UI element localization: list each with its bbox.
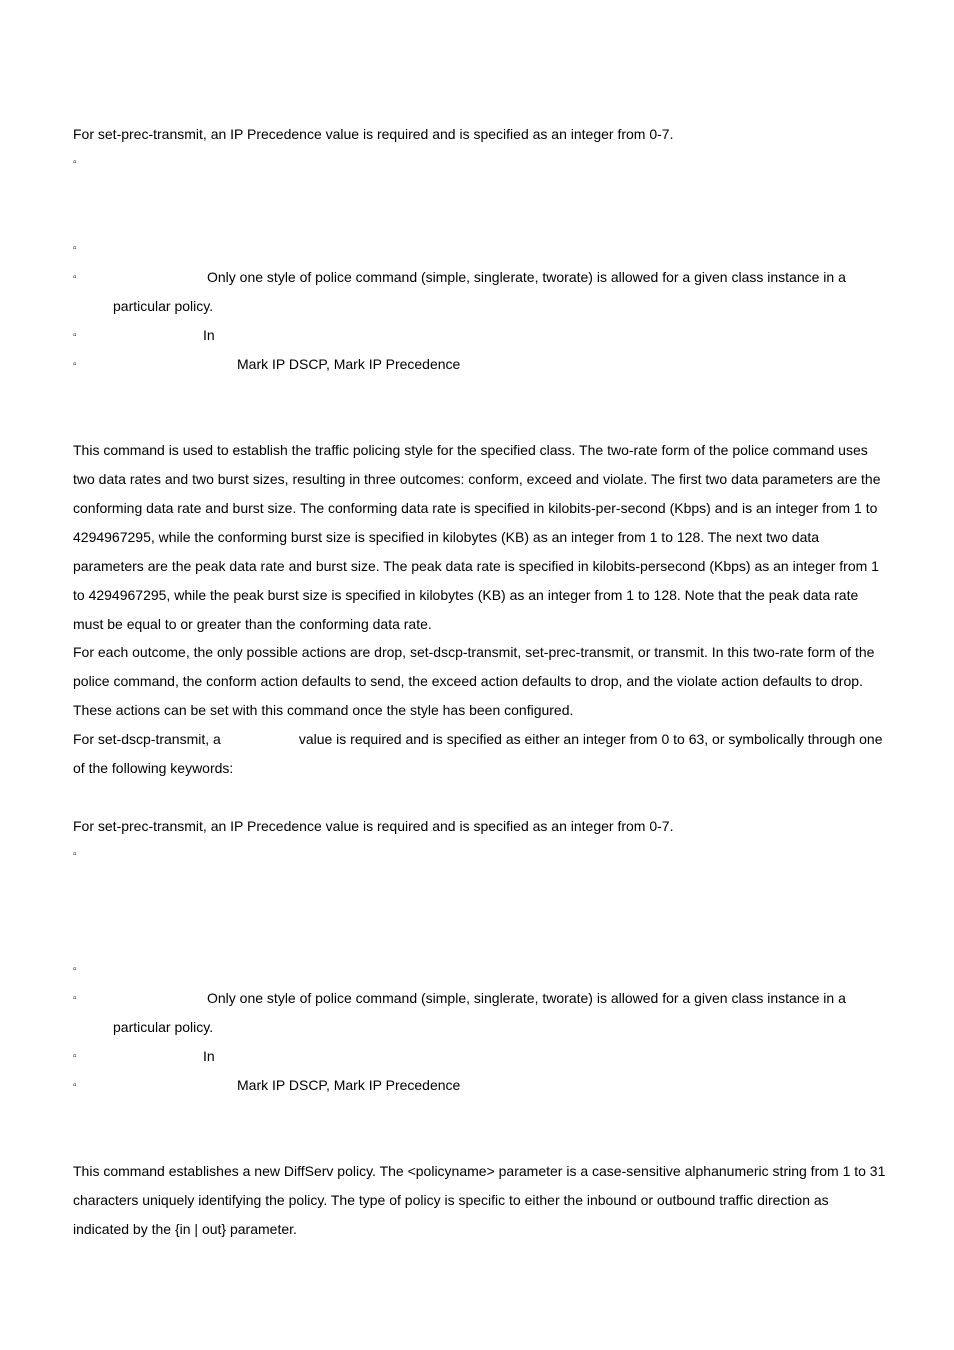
list-item-text: Mark IP DSCP, Mark IP Precedence [237,1077,461,1093]
list-item-text: Only one style of police command (simple, singlerate, tworate) is allowed for a given class instance in a [207,990,846,1006]
bullet-icon: ▫ [73,1080,77,1091]
bullet-icon: ▫ [73,243,77,254]
dscp-text-before: For set-dscp-transmit, a [73,731,221,747]
prec-transmit-note: For set-prec-transmit, an IP Precedence value is required and is specified as an integer from 0-7. [73,818,674,834]
list-item [73,955,888,984]
bullet-icon: ▫ [73,993,77,1004]
list-item [73,148,888,177]
list-item [73,984,888,1035]
prec-transmit-note-top: For set-prec-transmit, an IP Precedence value is required and is specified as an integer from 0-7. [73,126,674,142]
list-item [73,1042,888,1071]
dscp-transmit-description [73,725,888,783]
bullet-icon: ▫ [73,1051,77,1062]
list-item-text: Only one style of police command (simple, singlerate, tworate) is allowed for a given class instance in a [207,269,846,285]
list-item-text: In [203,327,215,343]
list-item-text: Mark IP DSCP, Mark IP Precedence [237,356,461,372]
diffserv-policy-description: This command establishes a new DiffServ policy. The <policyname> parameter is a case-sensitive alphanumeric string from 1 to 31 characters uniquely identifying the policy. The type of policy is specific to either the inbound or outbound traffic direction as indicated by the {in | out} parameter. [73,1163,886,1237]
bullet-icon: ▫ [73,964,77,975]
dscp-text-after: value is required and is specified as either an integer from 0 to 63, or symbolically through one of the following keywords: [73,731,883,776]
list-item [73,1071,888,1100]
list-item [73,234,888,263]
bullet-icon: ▫ [73,359,77,370]
list-item-continuation: particular policy. [113,298,214,314]
list-item [73,350,888,379]
bullet-icon: ▫ [73,849,77,860]
list-item-continuation: particular policy. [113,1019,214,1035]
list-item [73,840,888,869]
bullet-icon: ▫ [73,272,77,283]
bullet-icon: ▫ [73,157,77,168]
list-item-text: In [203,1048,215,1064]
list-item [73,263,888,314]
list-item [73,321,888,350]
outcome-actions-description: For each outcome, the only possible actions are drop, set-dscp-transmit, set-prec-transmit, or transmit. In this two-rate form of the police command, the conform action defaults to send, the exceed action defaults to drop, and the violate action defaults to drop. These actions can be set with this command once the style has been configured. [73,644,875,718]
police-tworate-description: This command is used to establish the traffic policing style for the specified class. The two-rate form of the police command uses two data rates and two burst sizes, resulting in three outcomes: conform, exceed and violate. The first two data parameters are the conforming data rate and burst size. The conforming data rate is specified in kilobits-per-second (Kbps) and is an integer from 1 to 4294967295, while the conforming burst size is specified in kilobytes (KB) as an integer from 1 to 128. The next two data parameters are the peak data rate and burst size. The peak data rate is specified in kilobits-persecond (Kbps) as an integer from 1 to 4294967295, while the peak burst size is specified in kilobytes (KB) as an integer from 1 to 128. Note that the peak data rate must be equal to or greater than the conforming data rate. [73,442,881,632]
bullet-icon: ▫ [73,330,77,341]
